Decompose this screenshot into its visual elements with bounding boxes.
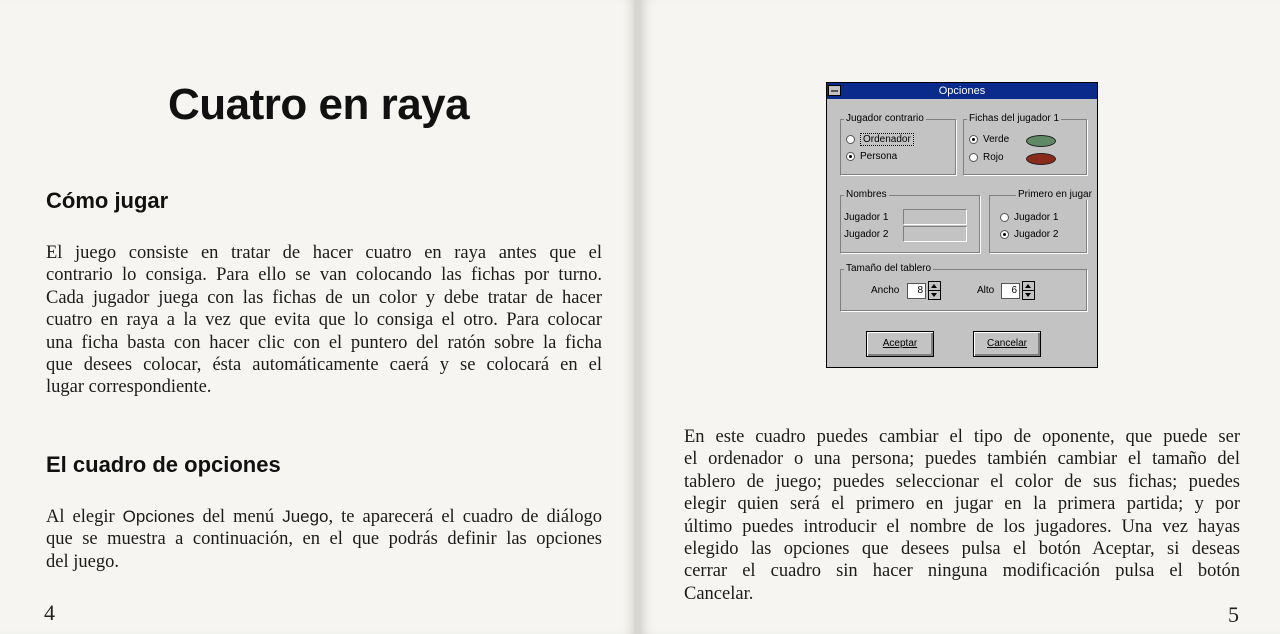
radio-persona[interactable] (846, 151, 897, 162)
radio-first-jugador1[interactable] (1000, 212, 1058, 223)
text-line: cuatro en raya a la vez que evita que lo consiga el otro. Para colocar (46, 310, 602, 331)
opponent-group-label: Jugador contrario (846, 113, 924, 124)
radio-button-icon[interactable] (1000, 213, 1009, 222)
height-input[interactable]: 6 (1001, 283, 1020, 299)
radio-label: Jugador 2 (1014, 229, 1059, 240)
text-line: Cada jugador juega con las fichas de un color y debe tratar de hacer (46, 287, 602, 308)
first-player-group (989, 189, 1092, 253)
radio-button-icon[interactable] (846, 135, 855, 144)
radio-label: Rojo (983, 152, 1004, 163)
text-fragment: del menú (194, 507, 283, 527)
options-dialog (826, 82, 1098, 368)
radio-button-selected-icon[interactable] (1000, 230, 1009, 239)
dialog-titlebar (827, 83, 1097, 99)
text-line: último puedes introducir el nombre de los jugadores. Una vez hayas (684, 516, 1240, 537)
text-line: el ordenador o una persona; puedes también cambiar el tamaño del (684, 449, 1240, 470)
left-page (0, 0, 636, 634)
spinner-divider (1023, 290, 1034, 291)
text-line: que se muestra a continuación, en el que podrás definir las opciones (46, 529, 602, 550)
green-piece-icon (1026, 135, 1056, 147)
red-piece-icon (1026, 153, 1056, 165)
paragraph-cuadro-opciones (46, 506, 602, 573)
board-size-group-label: Tamaño del tablero (846, 263, 932, 274)
width-spinner[interactable] (928, 281, 941, 300)
radio-verde[interactable] (969, 134, 1009, 145)
radio-rojo[interactable] (969, 152, 1004, 163)
first-player-group-label: Primero en jugar (1018, 189, 1092, 200)
names-group (840, 189, 980, 253)
names-group-label: Nombres (846, 189, 887, 200)
text-line: El juego consiste en tratar de hacer cuatro en raya antes que el (46, 243, 602, 263)
text-line (46, 506, 602, 528)
radio-first-jugador2[interactable] (1000, 229, 1058, 240)
section-heading-cuadro-opciones: El cuadro de opciones (46, 452, 281, 477)
page-number-left: 4 (44, 600, 55, 625)
text-line: En este cuadro puedes cambiar el tipo de oponente, que puede ser (684, 427, 1240, 447)
player2-name-input[interactable] (903, 226, 967, 242)
width-input[interactable]: 8 (907, 283, 926, 299)
player2-name-label: Jugador 2 (844, 229, 889, 240)
paragraph-como-jugar (46, 242, 602, 399)
text-line: contrario lo consiga. Para ello se van colocando las fichas por turno. (46, 265, 602, 286)
text-line: que desees colocar, ésta automáticamente caerá y se colocará en el (46, 355, 602, 376)
width-label: Ancho (871, 285, 900, 296)
radio-label: Ordenador (860, 133, 914, 146)
page-title: Cuatro en raya (168, 80, 470, 129)
cancel-button-label: Cancelar (986, 338, 1028, 349)
accept-button[interactable] (866, 331, 934, 357)
text-line: lugar correspondiente. (46, 377, 212, 398)
height-spinner[interactable] (1022, 281, 1035, 300)
radio-label: Verde (983, 134, 1010, 145)
spinner-divider (929, 290, 940, 291)
cancel-button[interactable] (973, 331, 1041, 357)
text-line: Cancelar. (684, 583, 754, 604)
section-heading-como-jugar: Cómo jugar (46, 188, 169, 213)
radio-label: Jugador 1 (1014, 212, 1059, 223)
text-line: cerrar el cuadro sin hacer ninguna modificación pulsa el botón (684, 561, 1240, 582)
term-opciones: Opciones (122, 507, 195, 526)
text-fragment: Al elegir (46, 507, 123, 527)
height-label: Alto (977, 285, 995, 296)
radio-ordenador[interactable] (846, 133, 914, 146)
radio-button-selected-icon[interactable] (969, 135, 978, 144)
opponent-group (840, 113, 956, 175)
player1-name-label: Jugador 1 (844, 212, 889, 223)
accept-button-label: Aceptar (882, 338, 918, 349)
text-fragment: , te aparecerá el cuadro de diálogo (328, 507, 603, 527)
text-line: tablero de juego; puedes seleccionar el color de sus fichas; puedes (684, 471, 1240, 492)
radio-label: Persona (860, 151, 898, 162)
text-line: elegido las opciones que desees pulsa el botón Aceptar, si deseas (684, 539, 1240, 560)
text-line: elegir quien será el primero en jugar en la primera partida; y por (684, 494, 1240, 515)
text-line: una ficha basta con hacer clic con el puntero del ratón sobre la ficha (46, 332, 602, 353)
radio-button-icon[interactable] (969, 153, 978, 162)
board-size-group (840, 263, 1087, 311)
pieces-group-label: Fichas del jugador 1 (969, 113, 1060, 124)
system-menu-icon[interactable] (828, 85, 841, 96)
page-number-right: 5 (1228, 602, 1239, 627)
term-juego: Juego (282, 507, 329, 526)
pieces-group (963, 113, 1087, 175)
player1-name-input[interactable] (903, 209, 967, 225)
paragraph-dialog-description (684, 426, 1240, 605)
radio-button-selected-icon[interactable] (846, 152, 855, 161)
text-line: del juego. (46, 551, 119, 572)
dialog-title: Opciones (938, 85, 986, 97)
